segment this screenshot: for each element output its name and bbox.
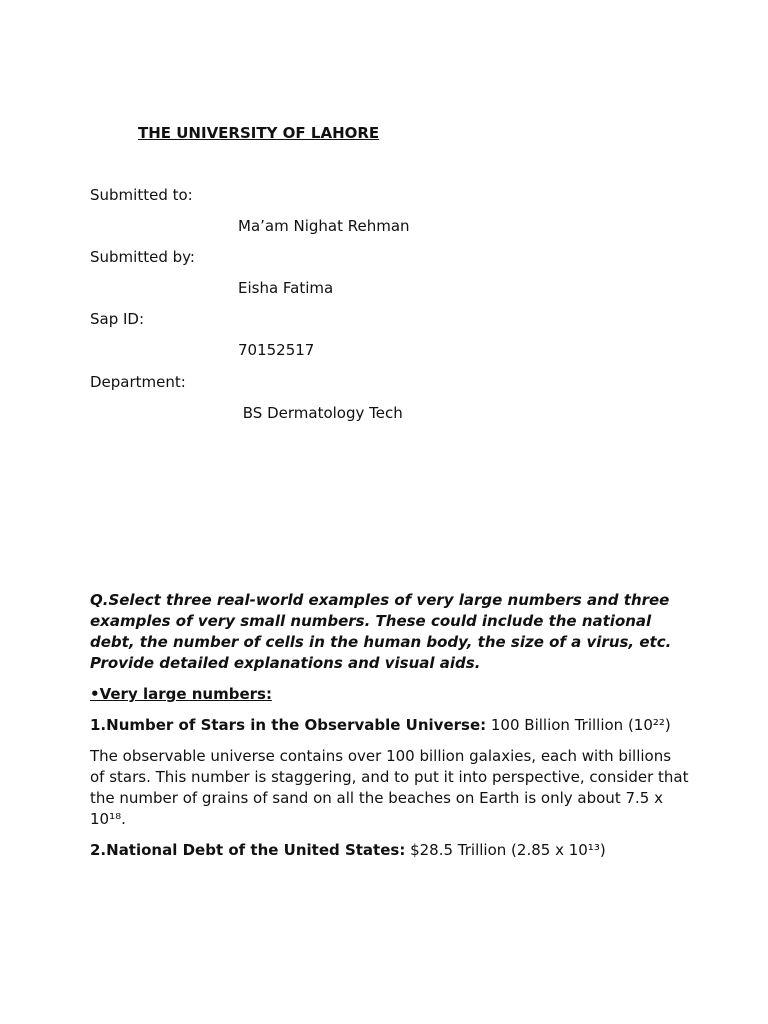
sap-id-value: 70152517 [238, 341, 315, 359]
stars-explanation-paragraph: The observable universe contains over 100 billion galaxies, each with billions of stars. This number is staggering, and to put it into perspective, consider that the number of grains of sand on all the beaches on Earth is only about 7.5 x 10¹⁸. [90, 747, 689, 828]
section-heading-large-numbers: •Very large numbers: [90, 685, 272, 703]
list-item-stars [90, 716, 671, 734]
list-item-value: 100 Billion Trillion (10²²) [486, 716, 671, 734]
submitted-to-label: Submitted to: [90, 186, 193, 204]
list-item-value: $28.5 Trillion (2.85 x 10¹³) [405, 841, 606, 859]
submitted-to-value: Ma’am Nighat Rehman [238, 217, 410, 235]
submitted-by-value: Eisha Fatima [238, 279, 334, 297]
university-title: THE UNIVERSITY OF LAHORE [138, 124, 380, 142]
list-item-national-debt [90, 841, 606, 859]
department-label: Department: [90, 373, 186, 391]
question-text: Q.Select three real-world examples of very large numbers and three examples of very small numbers. These could include the national debt, the number of cells in the human body, the size of a virus, etc. Provide detailed explanations and visual aids. [90, 591, 672, 672]
list-item-title: 1.Number of Stars in the Observable Universe: [90, 716, 487, 734]
department-value: BS Dermatology Tech [238, 404, 403, 422]
sap-id-label: Sap ID: [90, 310, 145, 328]
list-item-title: 2.National Debt of the United States: [90, 841, 406, 859]
submitted-by-label: Submitted by: [90, 248, 195, 266]
